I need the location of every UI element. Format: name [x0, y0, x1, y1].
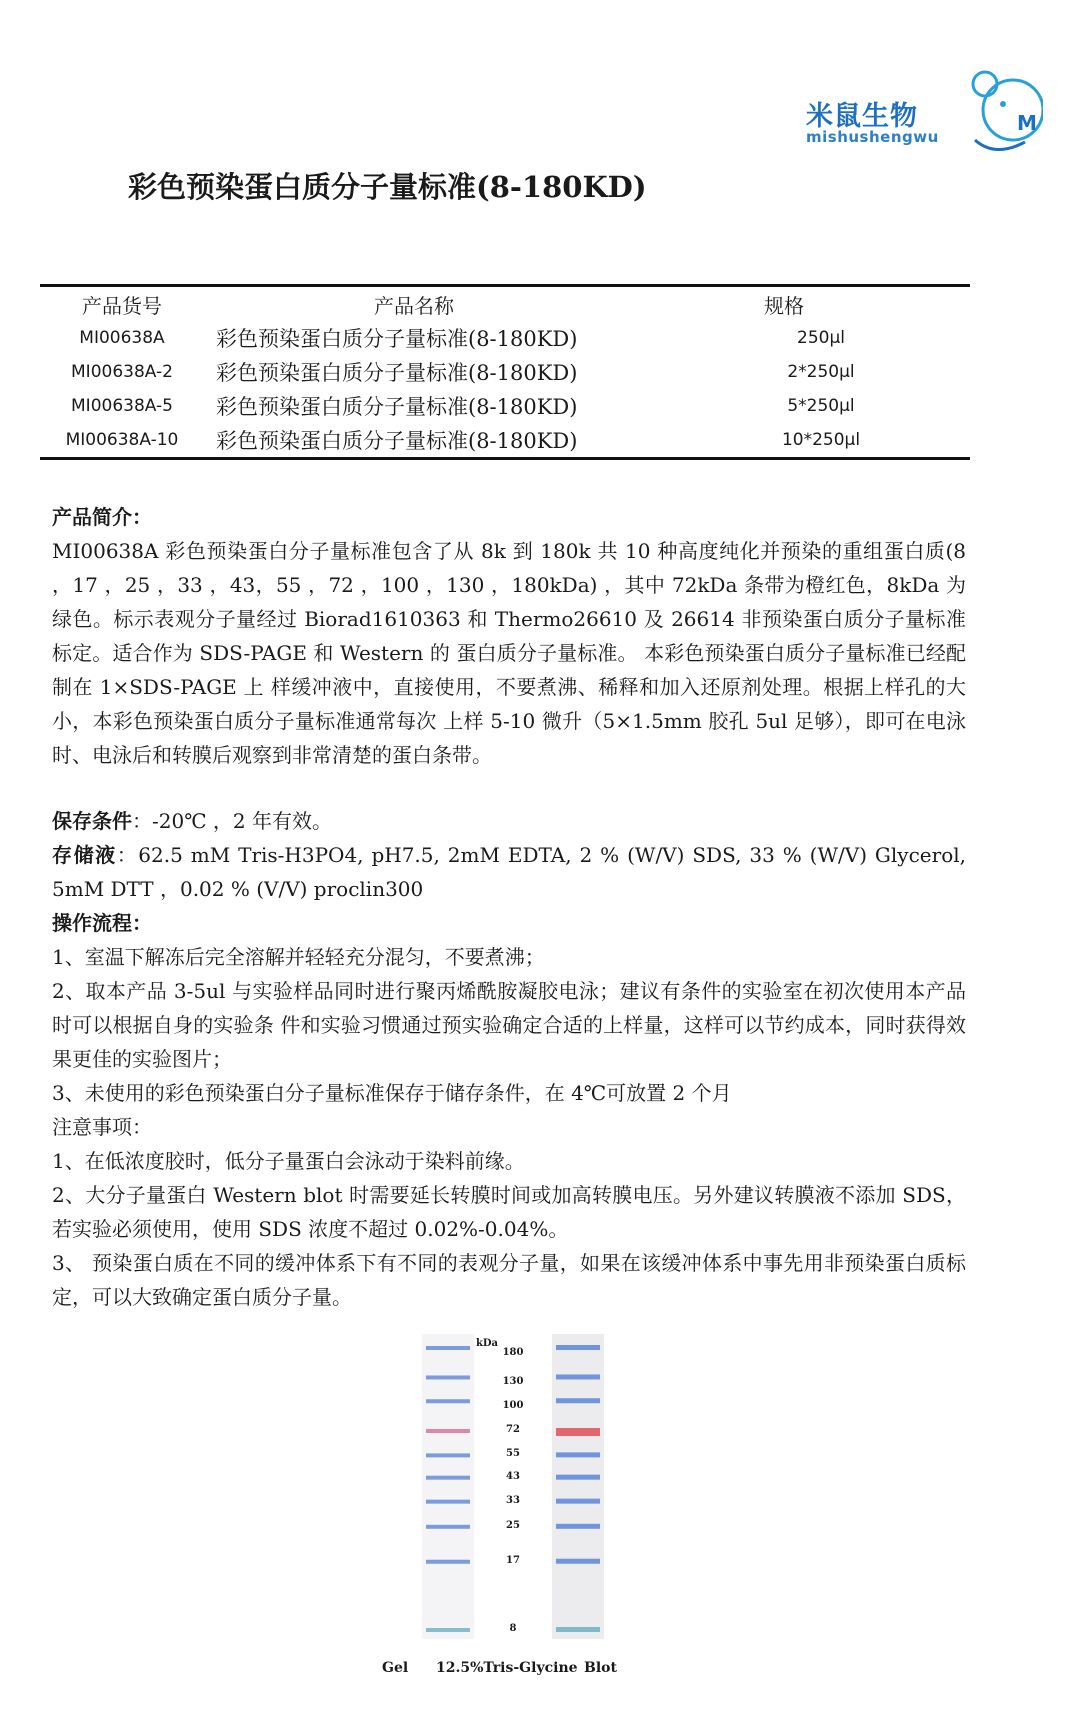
procedure-step: 1、室温下解冻后完全溶解并轻轻充分混匀，不要煮沸；	[52, 945, 545, 969]
procedure-step: 2、取本产品 3-5ul 与实验样品同时进行聚丙烯酰胺凝胶电泳；建议有条件的实验室在初次使用本产品时可以根据自身的实验条 件和实验习惯通过预实验确定合适的上样量，这样可以节约成本，同时获得效果更佳的实验图片；	[52, 979, 966, 1071]
brand-name-cn: 米鼠生物	[806, 101, 918, 132]
marker-label: 17	[506, 1554, 520, 1566]
intro-heading: 产品简介：	[52, 505, 152, 529]
document-body	[52, 500, 966, 1314]
brand-name-en: mishushengwu	[806, 128, 939, 146]
blot-band	[556, 1428, 600, 1436]
blot-band	[556, 1524, 600, 1529]
table-row	[40, 355, 970, 389]
note-item: 3、 预染蛋白质在不同的缓冲体系下有不同的表观分子量，如果在该缓冲体系中事先用非预染蛋白质标定，可以大致确定蛋白质分子量。	[52, 1251, 966, 1309]
caption-blot: Blot	[584, 1660, 617, 1676]
notes-heading: 注意事项：	[52, 1115, 152, 1139]
marker-label: 55	[506, 1448, 520, 1460]
caption-gel: Gel	[382, 1660, 409, 1676]
buffer-label: 存储液	[52, 843, 117, 867]
product-spec: 10*250μl	[781, 430, 861, 450]
blot-band	[556, 1499, 600, 1504]
blot-band	[556, 1627, 600, 1632]
product-name: 彩色预染蛋白质分子量标准(8-180KD)	[216, 395, 578, 419]
product-spec: 250μl	[797, 328, 845, 348]
gel-band	[426, 1525, 470, 1529]
product-code: MI00638A-5	[71, 396, 173, 416]
mascot-letter: M	[1017, 111, 1037, 135]
marker-label: 25	[506, 1519, 520, 1531]
header-code: 产品货号	[82, 293, 162, 318]
gel-band	[426, 1429, 470, 1433]
table-header	[40, 287, 970, 321]
gel-band	[426, 1399, 470, 1403]
product-code: MI00638A-10	[65, 430, 179, 450]
storage-line	[52, 804, 966, 838]
storage-value: ：-20℃ ，2 年有效。	[132, 809, 333, 833]
marker-label: 8	[509, 1623, 517, 1634]
marker-label: 43	[506, 1470, 520, 1482]
gel-band	[426, 1453, 470, 1457]
gel-band	[426, 1560, 470, 1564]
gel-band	[426, 1346, 470, 1350]
mouse-mascot-icon	[955, 70, 1043, 160]
marker-label: 33	[506, 1494, 520, 1506]
gel-blot-image	[340, 1330, 640, 1670]
product-code: MI00638A	[79, 328, 165, 348]
blot-band	[556, 1345, 600, 1350]
procedure-step: 3、未使用的彩色预染蛋白分子量标准保存于储存条件，在 4℃可放置 2 个月	[52, 1081, 732, 1105]
blot-band	[556, 1398, 600, 1403]
product-spec: 2*250μl	[787, 362, 855, 382]
blot-lane	[552, 1334, 604, 1639]
intro-text: MI00638A 彩色预染蛋白分子量标准包含了从 8k 到 180k 共 10 种高度纯化并预染的重组蛋白质(8 ，17 ，25 ，33 ，43，55 ，72 ，100 ，130 ，180kDa) ，其中 72kDa 条带为橙红色，8kDa 为绿色。标示表观分子量经过 Biorad1610363 和 Thermo26610 及 26614 非预染蛋白质分子量标准标定。适合作为 SDS-PAGE 和 Western 的 蛋白质分子量标准。 本彩色预染蛋白质分子量标准已经配制在 1×SDS-PAGE 上 样缓冲液中，直接使用，不要煮沸、稀释和加入还原剂处理。根据上样孔的大小，本彩色预染蛋白质分子量标准通常每次 上样 5-10 微升（5×1.5mm 胶孔 5ul 足够），即可在电泳时、电泳后和转膜后观察到非常清楚的蛋白条带。	[52, 539, 966, 767]
caption-gel-type: 12.5%Tris-Glycine	[436, 1660, 578, 1676]
gel-band	[426, 1476, 470, 1480]
marker-label: 72	[506, 1423, 520, 1435]
product-spec: 5*250μl	[787, 396, 855, 416]
header-spec: 规格	[764, 293, 804, 318]
buffer-line	[52, 838, 966, 906]
gel-lane	[422, 1334, 474, 1639]
marker-label: 130	[502, 1376, 524, 1388]
table-row	[40, 423, 970, 457]
product-table	[40, 284, 970, 460]
product-name: 彩色预染蛋白质分子量标准(8-180KD)	[216, 429, 578, 453]
blot-band	[556, 1452, 600, 1457]
product-code: MI00638A-2	[71, 362, 173, 382]
storage-label: 保存条件	[52, 809, 132, 833]
buffer-value: ：62.5 mM Tris-H3PO4, pH7.5, 2mM EDTA, 2 % (W/V) SDS, 33 % (W/V) Glycerol, 5mM DTT ，0.02 % (V/V) proclin300	[52, 843, 966, 901]
table-row	[40, 389, 970, 423]
table-row	[40, 321, 970, 355]
header-name: 产品名称	[374, 293, 454, 318]
note-item: 1、在低浓度胶时，低分子量蛋白会泳动于染料前缘。	[52, 1149, 525, 1173]
blot-band	[556, 1374, 600, 1379]
procedure-heading: 操作流程：	[52, 911, 152, 935]
gel-band	[426, 1628, 470, 1632]
product-name: 彩色预染蛋白质分子量标准(8-180KD)	[216, 327, 578, 351]
page-title: 彩色预染蛋白质分子量标准(8-180KD)	[128, 170, 647, 204]
product-name: 彩色预染蛋白质分子量标准(8-180KD)	[216, 361, 578, 385]
brand-logo	[800, 70, 1040, 160]
unit-label: kDa	[475, 1338, 499, 1349]
marker-label: 180	[502, 1347, 524, 1358]
gel-blot-figure	[340, 1330, 640, 1690]
blot-band	[556, 1559, 600, 1564]
blot-band	[556, 1475, 600, 1480]
gel-band	[426, 1500, 470, 1504]
gel-band	[426, 1375, 470, 1379]
marker-label: 100	[502, 1400, 524, 1412]
note-item: 2、大分子量蛋白 Western blot 时需要延长转膜时间或加高转膜电压。另外建议转膜液不添加 SDS，若实验必须使用，使用 SDS 浓度不超过 0.02%-0.04%。	[52, 1183, 966, 1241]
